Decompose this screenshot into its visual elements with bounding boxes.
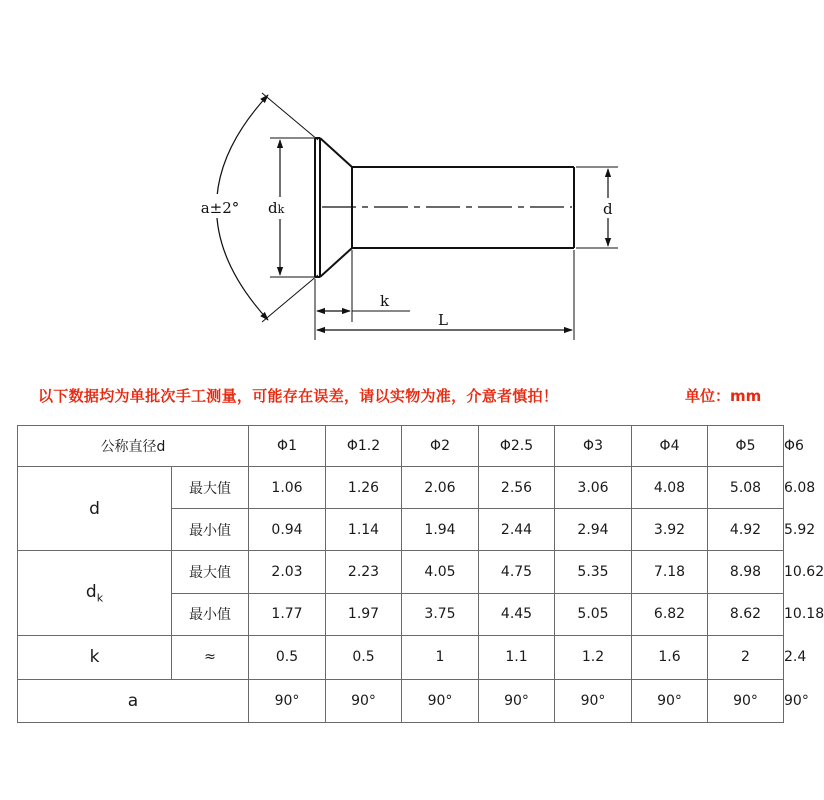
table-cell: 4.75: [479, 551, 555, 593]
table-cell: 5.05: [555, 593, 632, 635]
k-symbol: k: [18, 635, 172, 679]
min-label: 最小值: [172, 593, 249, 635]
table-cell: 2.44: [479, 509, 555, 551]
notice-bar: [0, 385, 800, 409]
table-cell: 7.18: [632, 551, 708, 593]
header-label: 公称直径d: [18, 426, 249, 467]
table-cell: 5.35: [555, 551, 632, 593]
table-cell: 1.26: [326, 467, 402, 509]
dk-label-sub: k: [277, 203, 285, 216]
table-cell: 1.77: [249, 593, 326, 635]
table-cell: 1.6: [632, 635, 708, 679]
d-label: d: [603, 200, 613, 218]
d-max-row: d 最大值 1.06 1.26 2.06 2.56 3.06 4.08 5.08 6.08: [18, 467, 784, 509]
header-row: 公称直径d Φ1 Φ1.2 Φ2 Φ2.5 Φ3 Φ4 Φ5 Φ6: [18, 426, 784, 467]
table-cell: 3.92: [632, 509, 708, 551]
table-cell: 2.06: [402, 467, 479, 509]
table-cell: 6.82: [632, 593, 708, 635]
table-cell: 3.75: [402, 593, 479, 635]
min-label: 最小值: [172, 509, 249, 551]
table-cell: 1.1: [479, 635, 555, 679]
rivet-dimension-drawing: [0, 0, 800, 360]
table-cell: 2.94: [555, 509, 632, 551]
table-cell: 1.2: [555, 635, 632, 679]
dk-max-row: $d_k$ 最大值 2.03 2.23 4.05 4.75 5.35 7.18 8.98 10.62: [18, 551, 784, 593]
approx-label: ≈: [172, 635, 249, 679]
head-chamfer-top: [320, 138, 352, 167]
size-header: Φ2: [402, 426, 479, 467]
k-row: k ≈ 0.5 0.5 1 1.1 1.2 1.6 2 2.4: [18, 635, 784, 679]
table-cell: 1.97: [326, 593, 402, 635]
table-cell: 4.45: [479, 593, 555, 635]
table-cell: 1.06: [249, 467, 326, 509]
size-header: Φ1: [249, 426, 326, 467]
k-label: k: [380, 292, 390, 310]
head-chamfer-bottom: [320, 248, 352, 277]
a-symbol: a: [18, 679, 249, 722]
a-row: a 90° 90° 90° 90° 90° 90° 90° 90°: [18, 679, 784, 722]
table-cell: 2.03: [249, 551, 326, 593]
angle-extension-bottom: [262, 275, 318, 322]
table-cell: 8.98: [708, 551, 784, 593]
angle-extension-top: [262, 93, 318, 140]
d-min-row: 最小值 0.94 1.14 1.94 2.44 2.94 3.92 4.92 5.92: [18, 509, 784, 551]
dk-symbol-main: d: [85, 581, 97, 602]
angle-label: a±2°: [200, 199, 240, 217]
max-label: 最大值: [172, 467, 249, 509]
size-header: Φ4: [632, 426, 708, 467]
d-symbol: d: [18, 467, 172, 551]
table-cell: 1: [402, 635, 479, 679]
dk-label-main: d: [268, 199, 278, 217]
dk-symbol: [18, 551, 172, 635]
table-cell: 2: [708, 635, 784, 679]
table-cell: 0.5: [326, 635, 402, 679]
table-cell: 90°: [326, 679, 402, 722]
L-label: L: [438, 311, 448, 329]
table-cell: 90°: [249, 679, 326, 722]
table-cell: 90°: [479, 679, 555, 722]
table-cell: 90°: [402, 679, 479, 722]
table-cell: 0.5: [249, 635, 326, 679]
table-cell: 90°: [708, 679, 784, 722]
measurement-warning: 以下数据均为单批次手工测量，可能存在误差，请以实物为准，介意者慎拍！: [38, 387, 559, 405]
table-cell: 90°: [555, 679, 632, 722]
table-cell: 90°: [632, 679, 708, 722]
dimension-table: [17, 425, 824, 723]
table-cell: 1.14: [326, 509, 402, 551]
dk-symbol-sub: k: [96, 591, 104, 605]
table-cell: 1.94: [402, 509, 479, 551]
size-header: Φ1.2: [326, 426, 402, 467]
dk-min-row: 最小值 1.77 1.97 3.75 4.45 5.05 6.82 8.62 10.18: [18, 593, 784, 635]
table-cell: 0.94: [249, 509, 326, 551]
table-cell: 5.08: [708, 467, 784, 509]
table-cell: 8.62: [708, 593, 784, 635]
table-cell: 3.06: [555, 467, 632, 509]
size-header: Φ3: [555, 426, 632, 467]
unit-label: 单位：mm: [685, 387, 762, 405]
table-cell: 4.08: [632, 467, 708, 509]
table-cell: 4.05: [402, 551, 479, 593]
table-cell: 2.56: [479, 467, 555, 509]
table-cell: 4.92: [708, 509, 784, 551]
max-label: 最大值: [172, 551, 249, 593]
size-header: Φ5: [708, 426, 784, 467]
table-cell: 2.23: [326, 551, 402, 593]
size-header: Φ2.5: [479, 426, 555, 467]
